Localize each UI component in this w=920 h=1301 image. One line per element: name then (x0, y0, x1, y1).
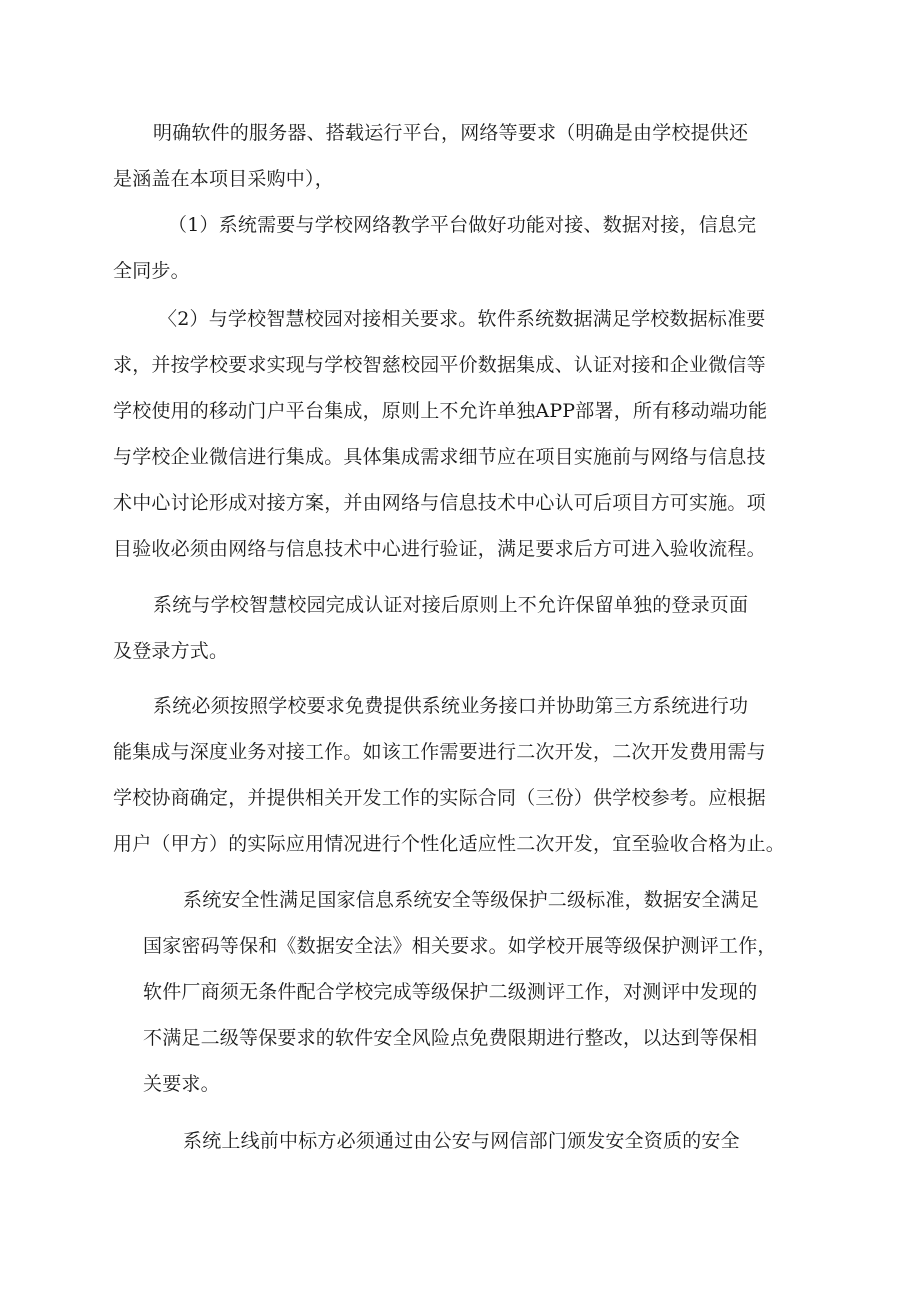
paragraph-6-line-2: 国家密码等保和《数据安全法》相关要求。如学校开展等级保护测评工作， (143, 935, 777, 957)
paragraph-3-line-5: 术中心讨论形成对接方案，并由网络与信息技术中心认可后项目方可实施。项 (113, 492, 766, 514)
paragraph-3-line-4: 与学校企业微信进行集成。具体集成需求细节应在项目实施前与网络与信息技 (113, 446, 766, 468)
paragraph-4-line-1: 系统与学校智慧校园完成认证对接后原则上不允许保留单独的登录页面 (153, 594, 749, 616)
paragraph-3-line-2: 求，并按学校要求实现与学校智慈校园平价数据集成、认证对接和企业微信等 (113, 354, 766, 376)
paragraph-6-line-3: 软件厂商须无条件配合学校完成等级保护二级测评工作，对测评中发现的 (143, 981, 758, 1003)
paragraph-5-line-4: 用户（甲方）的实际应用情况进行个性化适应性二次开发，宜至验收合格为止。 (113, 833, 786, 855)
paragraph-1-line-1: 明确软件的服务器、搭载运行平台，网络等要求（明确是由学校提供还 (153, 122, 749, 144)
paragraph-6-line-5: 关要求。 (143, 1073, 220, 1095)
paragraph-5-line-1: 系统必须按照学校要求免费提供系统业务接口并协助第三方系统进行功 (153, 695, 749, 717)
paragraph-6-line-1: 系统安全性满足国家信息系统安全等级保护二级标准，数据安全满足 (183, 889, 760, 911)
paragraph-4-line-2: 及登录方式。 (113, 640, 229, 662)
paragraph-2-line-1: （1）系统需要与学校网络教学平台做好功能对接、数据对接，信息完 (168, 214, 757, 236)
paragraph-3-line-3: 学校使用的移动门户平台集成，原则上不允许单独APP部署，所有移动端功能 (113, 400, 768, 422)
paragraph-3-line-1: 〈2）与学校智慧校园对接相关要求。软件系统数据满足学校数据标准要 (158, 308, 766, 330)
paragraph-1-line-2: 是涵盖在本项目采购中）， (113, 168, 334, 190)
paragraph-2-line-2: 全同步。 (113, 260, 190, 282)
paragraph-5-line-3: 学校协商确定，并提供相关开发工作的实际合同（三份）供学校参考。应根据 (113, 787, 766, 809)
paragraph-6-line-4: 不满足二级等保要求的软件安全风险点免费限期进行整改，以达到等保相 (143, 1027, 758, 1049)
paragraph-7-line-1: 系统上线前中标方必须通过由公安与网信部门颁发安全资质的安全 (183, 1130, 740, 1152)
paragraph-3-line-6: 目验收必须由网络与信息技术中心进行验证，满足要求后方可进入验收流程。 (113, 538, 766, 560)
paragraph-5-line-2: 能集成与深度业务对接工作。如该工作需要进行二次开发，二次开发费用需与 (113, 741, 766, 763)
